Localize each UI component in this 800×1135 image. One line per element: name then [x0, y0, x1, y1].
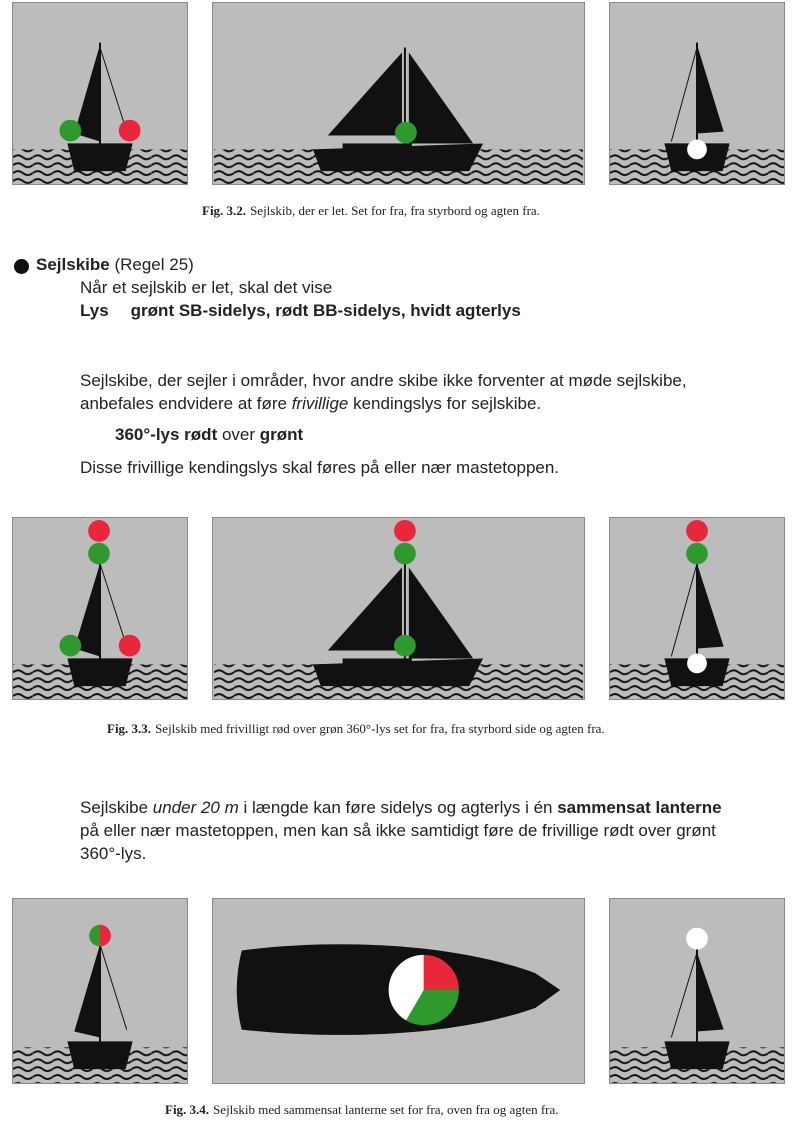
- para1-line2: anbefales endvidere at føre frivillige kendingslys for sejlskibe.: [80, 394, 542, 413]
- fig34-front-view: [12, 898, 188, 1084]
- hull: [67, 1041, 132, 1069]
- green-360-light: [686, 543, 708, 565]
- lys-line: Lys grønt SB-sidelys, rødt BB-sidelys, hvidt agterlys: [80, 301, 521, 320]
- red-360-light: [88, 520, 110, 542]
- fig33-front-view: [12, 517, 188, 700]
- fig32-stern-view: [609, 2, 785, 185]
- section-intro: Når et sejlskib er let, skal det vise: [80, 278, 333, 297]
- fig34-stern-view: [609, 898, 785, 1084]
- light360-line: 360°-lys rødt over grønt: [115, 425, 304, 444]
- green-light: [59, 120, 81, 142]
- green-360-light: [88, 543, 110, 565]
- green-360-light: [394, 543, 416, 565]
- fig33-starboard-view: [212, 517, 585, 700]
- hull: [67, 658, 132, 686]
- para2: Disse frivillige kendingslys skal føres på eller nær mastetoppen.: [80, 458, 560, 477]
- para3-line1: Sejlskibe under 20 m i længde kan føre sidelys og agterlys i én sammensat lanterne: [80, 798, 722, 817]
- para3-line3: 360°-lys.: [80, 844, 147, 863]
- fig32-caption: Fig. 3.2. Sejlskib, der er let. Set for fra, fra styrbord og agten fra.: [202, 203, 540, 218]
- combined-lantern-top: [388, 954, 459, 1025]
- green-light: [395, 122, 417, 144]
- section-heading: Sejlskibe (Regel 25): [36, 255, 194, 274]
- green-light: [394, 635, 416, 657]
- red-360-light: [394, 520, 416, 542]
- red-light: [119, 120, 141, 142]
- para3-line2: på eller nær mastetoppen, men kan så ikke samtidigt føre de frivillige rødt over grønt: [80, 821, 716, 840]
- white-light: [687, 139, 707, 159]
- hull: [664, 1041, 729, 1069]
- combined-lantern: [89, 925, 111, 947]
- para1-line1: Sejlskibe, der sejler i områder, hvor andre skibe ikke forventer at møde sejlskibe,: [80, 371, 687, 390]
- fig33-stern-view: [609, 517, 785, 700]
- fig33-caption: Fig. 3.3. Sejlskib med frivilligt rød over grøn 360°-lys set for fra, fra styrbord side og agten fra.: [107, 721, 605, 736]
- fig34-caption: Fig. 3.4. Sejlskib med sammensat lanterne set for fra, oven fra og agten fra.: [165, 1102, 559, 1117]
- fig34-top-view: [212, 898, 585, 1084]
- bullet-icon: [14, 259, 29, 274]
- white-light: [686, 928, 708, 950]
- fig32-front-view: [12, 2, 188, 185]
- white-light: [687, 653, 707, 673]
- red-light: [119, 635, 141, 657]
- fig32-starboard-view: [212, 2, 585, 185]
- hull: [67, 143, 132, 171]
- red-360-light: [686, 520, 708, 542]
- green-light: [59, 635, 81, 657]
